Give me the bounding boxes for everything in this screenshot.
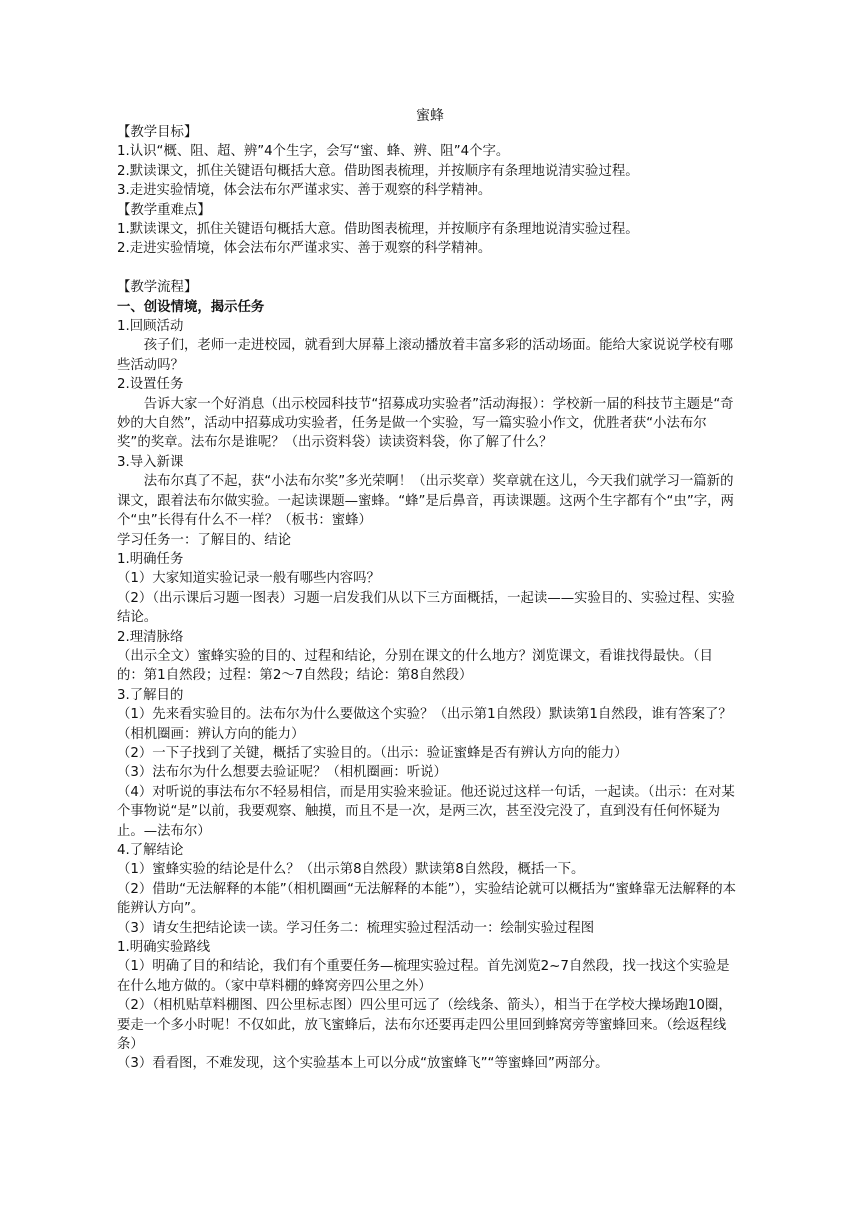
text-line: （1）大家知道实验记录一般有哪些内容吗？ bbox=[117, 571, 380, 587]
text-line: （2）（出示课后习题一图表）习题一启发我们从以下三方面概括，一起读——实验目的、实验过程、实验结论。 bbox=[117, 590, 735, 626]
text-line: 【教学重难点】 bbox=[117, 202, 211, 218]
section-heading: 一、创设情境，揭示任务 bbox=[117, 299, 265, 315]
text-line: 学习任务一：了解目的、结论 bbox=[117, 532, 292, 548]
body-paragraph: 孩子们，老师一走进校园，就看到大屏幕上滚动播放着丰富多彩的活动场面。能给大家说说学校有哪些活动吗？ bbox=[117, 338, 733, 373]
text-line: （2）一下子找到了关键，概括了实验目的。（出示：验证蜜蜂是否有辨认方向的能力） bbox=[117, 745, 628, 761]
document-title: 蜜蜂 bbox=[416, 108, 444, 124]
text-line: （1）明确了目的和结论，我们有个重要任务—梳理实验过程。首先浏览2~7自然段，找一找这个实验是在什么地方做的。（家中草料棚的蜂窝旁四公里之外） bbox=[117, 959, 730, 994]
text-line: （1）蜜蜂实验的结论是什么？（出示第8自然段）默读第8自然段，概括一下。 bbox=[117, 862, 585, 878]
text-line: 2.设置任务 bbox=[117, 377, 184, 393]
text-line: （3）法布尔为什么想要去验证呢？（相机圈画：听说） bbox=[117, 765, 447, 781]
text-line: （2）借助“无法解释的本能”（相机圈画“无法解释的本能”），实验结论就可以概括为“蜜蜂靠无法解释的本能辨认方向”。 bbox=[117, 881, 736, 917]
text-line: 2.理清脉络 bbox=[117, 629, 184, 645]
text-line: （3）请女生把结论读一读。学习任务二：梳理实验过程活动一：绘制实验过程图 bbox=[117, 920, 595, 936]
text-line: （3）看看图，不难发现，这个实验基本上可以分成“放蜜蜂飞”“等蜜蜂回”两部分。 bbox=[117, 1056, 609, 1072]
text-line: 1.默读课文，抓住关键语句概括大意。借助图表梳理，并按顺序有条理地说清实验过程。 bbox=[117, 222, 639, 238]
text-line: 【教学流程】 bbox=[117, 280, 198, 296]
text-line: （4）对听说的事法布尔不轻易相信，而是用实验来验证。他还说过这样一句话，一起读。（出示：在对某个事物说“是”以前，我要观察、触摸，而且不是一次，是两三次，甚至没完没了，直到没有任何怀疑为止。—法布尔） bbox=[117, 784, 735, 839]
text-line: 3.导入新课 bbox=[117, 454, 184, 470]
text-line: 3.了解目的 bbox=[117, 687, 184, 703]
text-line: （2）（相机贴草料棚图、四公里标志图）四公里可远了（绘线条、箭头），相当于在学校大操场跑10圈，要走一个多小时呢！不仅如此，放飞蜜蜂后，法布尔还要再走四公里回到蜂窝旁等蜜蜂回来。（绘返程线条） bbox=[117, 998, 732, 1053]
text-line: 1.明确实验路线 bbox=[117, 940, 211, 956]
blank-line bbox=[117, 259, 737, 278]
document-body bbox=[117, 123, 737, 1074]
text-line: 2.默读课文，抓住关键语句概括大意。借助图表梳理，并按顺序有条理地说清实验过程。 bbox=[117, 163, 639, 179]
text-line: （出示全文）蜜蜂实验的目的、过程和结论，分别在课文的什么地方？浏览课文，看谁找得最快。（目的：第1自然段；过程：第2～7自然段；结论：第8自然段） bbox=[117, 648, 713, 684]
text-line: 2.走进实验情境，体会法布尔严谨求实、善于观察的科学精神。 bbox=[117, 241, 492, 257]
text-line: 1.回顾活动 bbox=[117, 319, 184, 335]
body-paragraph: 法布尔真了不起，获“小法布尔奖”多光荣啊！（出示奖章）奖章就在这儿，今天我们就学习一篇新的课文，跟着法布尔做实验。一起读课题—蜜蜂。“蜂”是后鼻音，再读课题。这两个生字都有个“虫”字，两个“虫”长得有什么不一样？（板书：蜜蜂） bbox=[117, 474, 734, 529]
text-line: 【教学目标】 bbox=[117, 125, 198, 140]
body-paragraph: 告诉大家一个好消息（出示校园科技节“招募成功实验者”活动海报）：学校新一届的科技节主题是“奇妙的大自然”，活动中招募成功实验者，任务是做一个实验，写一篇实验小作文，优胜者获“小法布尔奖”的奖章。法布尔是谁呢？（出示资料袋）读读资料袋，你了解了什么？ bbox=[117, 396, 734, 451]
text-line: 1.认识“概、阻、超、辨”4个生字，会写“蜜、蜂、辨、阻”4个字。 bbox=[117, 144, 510, 160]
text-line: 4.了解结论 bbox=[117, 843, 184, 859]
text-line: （1）先来看实验目的。法布尔为什么要做这个实验？（出示第1自然段）默读第1自然段，谁有答案了？（相机圈画：辨认方向的能力） bbox=[117, 707, 732, 742]
text-line: 1.明确任务 bbox=[117, 551, 184, 567]
text-line: 3.走进实验情境，体会法布尔严谨求实、善于观察的科学精神。 bbox=[117, 183, 492, 199]
